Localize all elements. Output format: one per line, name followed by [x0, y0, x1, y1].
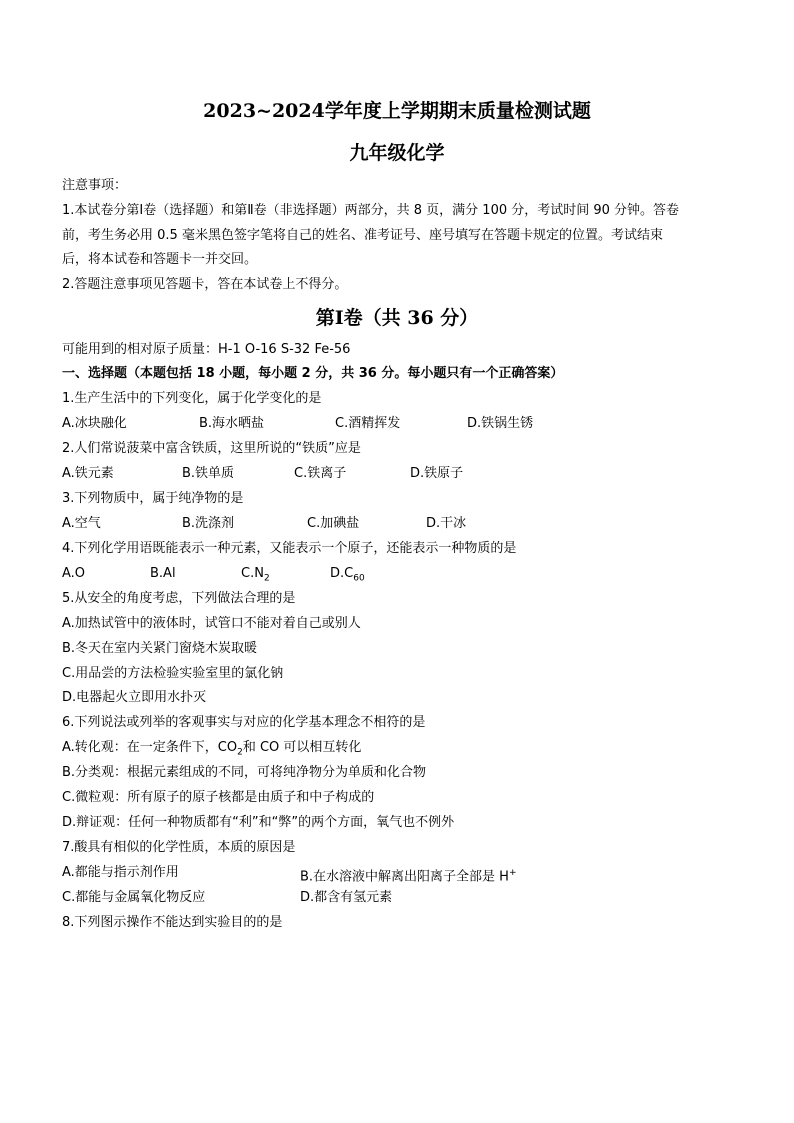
question-4-option-a: A.O — [62, 566, 86, 581]
part-1-title: 第Ⅰ卷（共 36 分） — [315, 307, 479, 329]
question-2-stem: 2.人们常说菠菜中富含铁质，这里所说的“铁质”应是 — [62, 441, 361, 456]
question-3-stem: 3.下列物质中，属于纯净物的是 — [62, 491, 244, 506]
question-4-option-c: $C.N_2$ — [241, 566, 270, 584]
question-5-stem: 5.从安全的角度考虑，下列做法合理的是 — [62, 591, 296, 606]
notice-item-1-line-3: 后，将本试卷和答题卡一并交回。 — [62, 252, 258, 267]
question-3-option-b: B.洗涤剂 — [182, 516, 235, 531]
atomic-masses: 可能用到的相对原子质量：H-1 O-16 S-32 Fe-56 — [62, 342, 351, 357]
question-1-option-a: A.冰块融化 — [62, 416, 127, 431]
question-3-option-a: A.空气 — [62, 516, 101, 531]
question-2-option-c: C.铁离子 — [294, 466, 347, 481]
question-6-option-d: D.辩证观：任何一种物质都有“利”和“弊”的两个方面，氧气也不例外 — [62, 815, 455, 830]
question-1-option-b: B.海水晒盐 — [199, 416, 265, 431]
question-4-option-d: $D.C_{60}$ — [330, 566, 365, 584]
question-7-option-a: A.都能与指示剂作用 — [62, 865, 179, 880]
question-2-option-b: B.铁单质 — [182, 466, 235, 481]
question-7-option-c: C.都能与金属氧化物反应 — [62, 890, 206, 905]
question-8-stem: 8.下列图示操作不能达到实验目的的是 — [62, 915, 283, 930]
question-5-option-a: A.加热试管中的液体时，试管口不能对着自己或别人 — [62, 616, 361, 631]
question-7-stem: 7.酸具有相似的化学性质，本质的原因是 — [62, 840, 296, 855]
section-heading: 一、选择题（本题包括 18 小题，每小题 2 分，共 36 分。每小题只有一个正确答案） — [62, 366, 564, 381]
question-1-option-d: D.铁锅生锈 — [467, 416, 534, 431]
question-3-option-c: C.加碘盐 — [307, 516, 360, 531]
question-6-stem: 6.下列说法或列举的客观事实与对应的化学基本理念不相符的是 — [62, 715, 426, 730]
question-3-option-d: D.干冰 — [426, 516, 467, 531]
question-2-option-d: D.铁原子 — [410, 466, 464, 481]
notice-heading: 注意事项： — [62, 178, 128, 193]
question-2-option-a: A.铁元素 — [62, 466, 114, 481]
question-1-option-c: C.酒精挥发 — [335, 416, 401, 431]
notice-item-1-line-1: 1.本试卷分第Ⅰ卷（选择题）和第Ⅱ卷（非选择题）两部分，共 8 页，满分 100 分，考试时间 90 分钟。答卷 — [62, 203, 680, 218]
exam-subject: 九年级化学 — [349, 142, 445, 164]
question-5-option-d: D.电器起火立即用水扑灭 — [62, 690, 207, 705]
question-7-option-d: D.都含有氢元素 — [300, 890, 393, 905]
question-1-stem: 1.生产生活中的下列变化，属于化学变化的是 — [62, 391, 322, 406]
question-4-stem: 4.下列化学用语既能表示一种元素，又能表示一个原子，还能表示一种物质的是 — [62, 541, 517, 556]
question-5-option-b: B.冬天在室内关紧门窗烧木炭取暖 — [62, 641, 258, 656]
question-6-option-c: C.微粒观：所有原子的原子核都是由质子和中子构成的 — [62, 790, 375, 805]
question-5-option-c: C.用品尝的方法检验实验室里的氯化钠 — [62, 666, 284, 681]
exam-title: 2023~2024学年度上学期期末质量检测试题 — [203, 100, 591, 122]
notice-item-2: 2.答题注意事项见答题卡，答在本试卷上不得分。 — [62, 277, 348, 292]
question-6-option-b: B.分类观：根据元素组成的不同，可将纯净物分为单质和化合物 — [62, 765, 427, 780]
question-7-option-b: B.在水溶液中解离出阳离子全部是 H+ — [300, 868, 517, 885]
notice-item-1-line-2: 前，考生务必用 0.5 毫米黑色签字笔将自己的姓名、准考证号、座号填写在答题卡规定的位置。考试结束 — [62, 228, 663, 243]
question-6-option-a: A.转化观：在一定条件下，$CO_2$和 CO 可以相互转化 — [62, 740, 362, 758]
question-4-option-b: B.Al — [150, 566, 176, 581]
